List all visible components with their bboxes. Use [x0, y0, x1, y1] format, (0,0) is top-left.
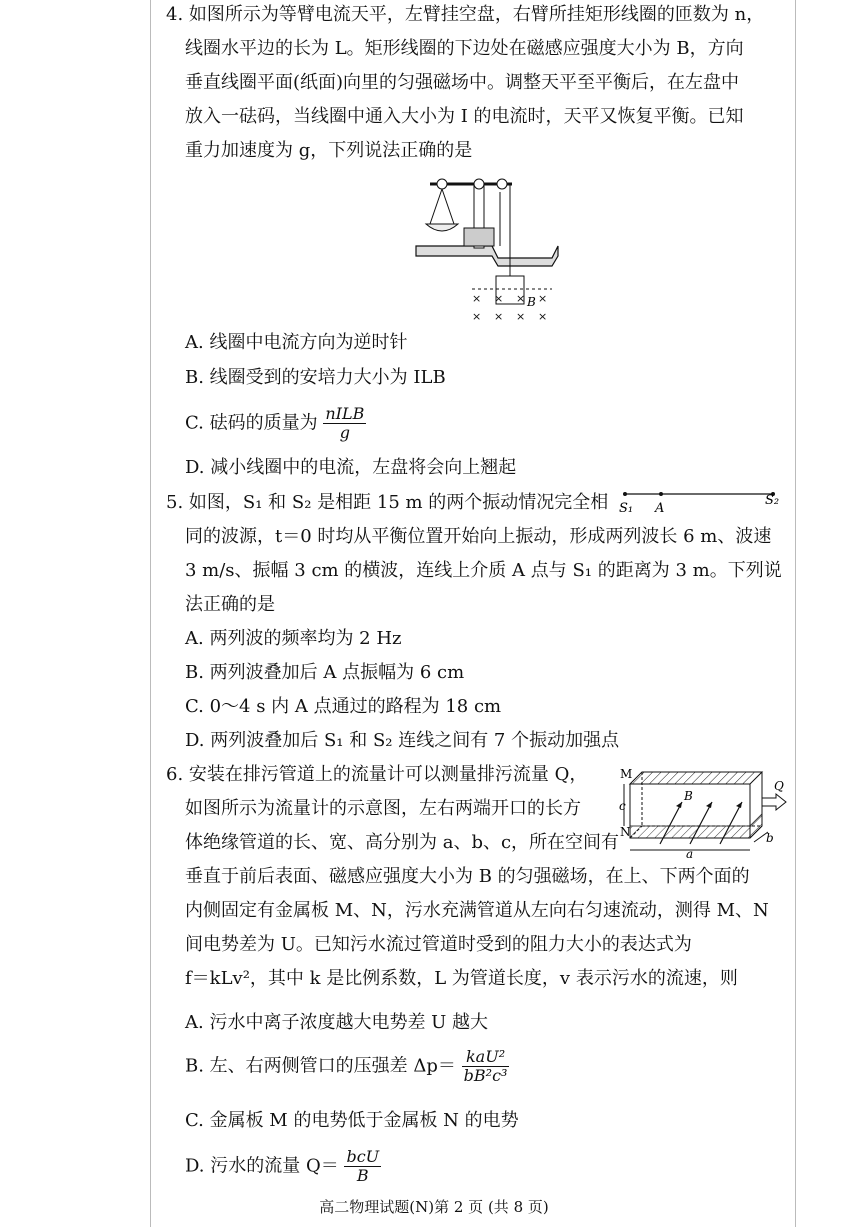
q5-fig-s2: S₂ — [765, 493, 780, 508]
q4-option-a: A. 线圈中电流方向为逆时针 — [185, 332, 408, 353]
q5-line-4: 法正确的是 — [185, 594, 275, 615]
q5-option-a: A. 两列波的频率均为 2 Hz — [185, 628, 402, 649]
q5-fig-a: A — [655, 501, 665, 516]
q6-option-a: A. 污水中离子浓度越大电势差 U 越大 — [185, 1012, 489, 1033]
q5-line-1: 5. 如图，S₁ 和 S₂ 是相距 15 m 的两个振动情况完全相 — [166, 492, 609, 513]
q6-option-b — [185, 1048, 509, 1085]
q6-option-d-denominator: B — [356, 1166, 369, 1185]
q5-fig-s1: S₁ — [619, 501, 634, 516]
q4-option-c-fraction — [323, 405, 366, 442]
q6-option-b-fraction — [462, 1048, 510, 1085]
q4-line-1: 4. 如图所示为等臂电流天平，左臂挂空盘，右臂所挂矩形线圈的匝数为 n， — [166, 4, 765, 25]
q6-line-5: 内侧固定有金属板 M、N，污水充满管道从左向右匀速流动，测得 M、N — [185, 900, 769, 921]
flowmeter-figure — [619, 762, 790, 861]
q5-option-b: B. 两列波叠加后 A 点振幅为 6 cm — [185, 662, 465, 683]
q6-fig-b-width: b — [766, 831, 774, 845]
q4-line-5: 重力加速度为 g，下列说法正确的是 — [185, 140, 473, 161]
q4-option-c-denominator: g — [339, 423, 350, 442]
q5-line-2: 同的波源，t＝0 时均从平衡位置开始向上振动，形成两列波长 6 m、波速 — [185, 526, 772, 547]
right-margin-rule — [795, 0, 796, 1227]
q4-line-3: 垂直线圈平面(纸面)向里的匀强磁场中。调整天平至平衡后，在左盘中 — [185, 72, 740, 93]
q6-option-d-fraction — [344, 1148, 381, 1185]
q6-fig-b-field: B — [684, 789, 693, 803]
q4-option-d: D. 减小线圈中的电流，左盘将会向上翘起 — [185, 457, 517, 478]
svg-text:×: × — [538, 292, 548, 305]
svg-text:×: × — [472, 310, 482, 323]
q6-line-7: f＝kLv²，其中 k 是比例系数，L 为管道长度，v 表示污水的流速，则 — [185, 968, 738, 989]
q6-option-b-denominator: bB²c³ — [463, 1066, 508, 1085]
q4-fig-label-b: B — [527, 295, 536, 309]
q6-line-4: 垂直于前后表面、磁感应强度大小为 B 的匀强磁场，在上、下两个面的 — [185, 866, 750, 887]
q5-line-3: 3 m/s、振幅 3 cm 的横波，连线上介质 A 点与 S₁ 的距离为 3 m。下列说 — [185, 560, 782, 581]
q4-line-4: 放入一砝码，当线圈中通入大小为 I 的电流时，天平又恢复平衡。已知 — [185, 106, 744, 127]
q6-option-d-numerator: bcU — [346, 1147, 380, 1166]
q4-option-b: B. 线圈受到的安培力大小为 ILB — [185, 367, 446, 388]
q6-option-b-numerator: kaU² — [462, 1048, 510, 1067]
q4-option-c-label: C. 砝码的质量为 — [185, 412, 318, 434]
wave-source-figure — [615, 484, 787, 516]
q6-option-d — [185, 1148, 381, 1185]
q6-fig-m: M — [620, 767, 633, 781]
q6-option-d-label: D. 污水的流量 Q＝ — [185, 1155, 339, 1177]
svg-text:×: × — [494, 292, 504, 305]
q4-option-c — [185, 405, 366, 442]
q6-line-3: 体绝缘管道的长、宽、高分别为 a、b、c，所在空间有 — [185, 832, 620, 853]
q6-line-6: 间电势差为 U。已知污水流过管道时受到的阻力大小的表达式为 — [185, 934, 692, 955]
q4-line-2: 线圈水平边的长为 L。矩形线圈的下边处在磁感应强度大小为 B，方向 — [185, 38, 744, 59]
q6-fig-q: Q — [774, 779, 784, 793]
svg-text:×: × — [494, 310, 504, 323]
svg-text:×: × — [472, 292, 482, 305]
svg-text:×: × — [538, 310, 548, 323]
left-margin-rule — [150, 0, 151, 1227]
q6-line-1: 6. 安装在排污管道上的流量计可以测量排污流量 Q， — [166, 764, 588, 785]
svg-text:×: × — [516, 292, 526, 305]
q5-option-d: D. 两列波叠加后 S₁ 和 S₂ 连线之间有 7 个振动加强点 — [185, 730, 620, 751]
q6-line-2: 如图所示为流量计的示意图，左右两端开口的长方 — [185, 798, 581, 819]
q4-option-c-numerator: nILB — [325, 404, 365, 423]
svg-text:×: × — [516, 310, 526, 323]
q6-fig-c: c — [619, 799, 626, 813]
q5-option-c: C. 0～4 s 内 A 点通过的路程为 18 cm — [185, 696, 502, 717]
page-footer: 高二物理试题(N)第 2 页 (共 8 页) — [319, 1198, 549, 1216]
q6-option-c: C. 金属板 M 的电势低于金属板 N 的电势 — [185, 1110, 519, 1131]
current-balance-figure — [412, 172, 562, 324]
q6-fig-a: a — [686, 847, 694, 861]
q6-fig-n: N — [620, 825, 631, 839]
q6-option-b-label: B. 左、右两侧管口的压强差 Δp＝ — [185, 1055, 456, 1077]
